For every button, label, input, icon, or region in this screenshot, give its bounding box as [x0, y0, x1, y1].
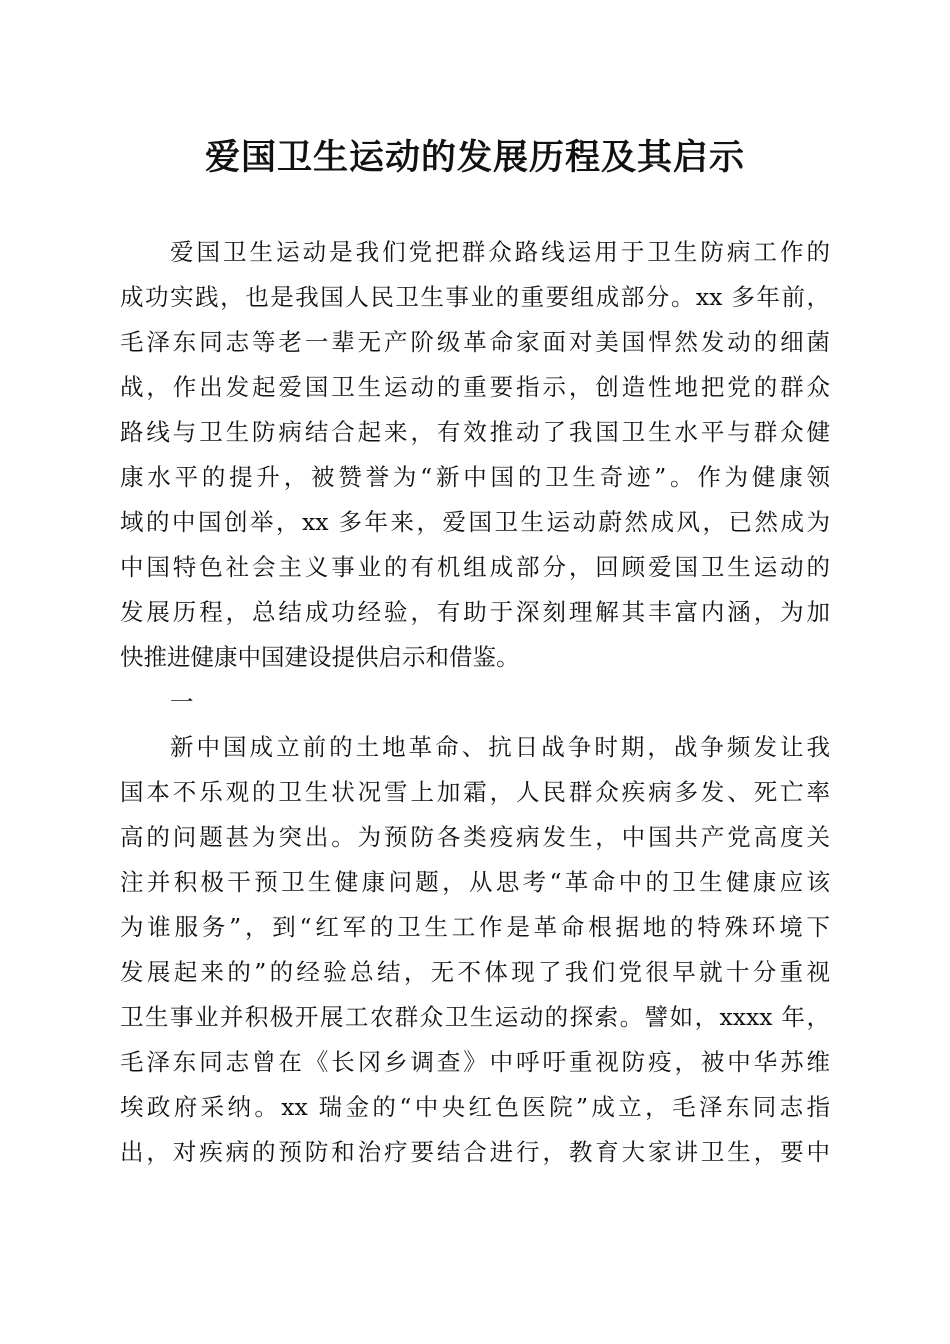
text-line: 注并积极干预卫生健康问题，从思考“革命中的卫生健康应该: [120, 868, 830, 896]
text-line: 成功实践，也是我国人民卫生事业的重要组成部分。xx 多年前，: [120, 283, 830, 311]
text-line: 快推进健康中国建设提供启示和借鉴。: [120, 643, 520, 671]
paragraph-intro: [120, 230, 830, 680]
text-line: 战，作出发起爱国卫生运动的重要指示，创造性地把党的群众: [120, 373, 830, 401]
document-body: [120, 230, 830, 1175]
text-line: 毛泽东同志曾在《长冈乡调查》中呼吁重视防疫，被中华苏维: [120, 1048, 830, 1076]
text-line: 出，对疾病的预防和治疗要结合进行，教育大家讲卫生，要中: [120, 1138, 830, 1166]
text-line: 发展历程，总结成功经验，有助于深刻理解其丰富内涵，为加: [120, 598, 830, 626]
text-line: 爱国卫生运动是我们党把群众路线运用于卫生防病工作的: [170, 238, 830, 266]
text-line: 卫生事业并积极开展工农群众卫生运动的探索。譬如，xxxx 年，: [120, 1003, 830, 1031]
section-heading: 一: [170, 688, 194, 716]
paragraph-section-one: [120, 725, 830, 1175]
text-line: 毛泽东同志等老一辈无产阶级革命家面对美国悍然发动的细菌: [120, 328, 830, 356]
text-line: 路线与卫生防病结合起来，有效推动了我国卫生水平与群众健: [120, 418, 830, 446]
text-line: 中国特色社会主义事业的有机组成部分，回顾爱国卫生运动的: [120, 553, 830, 581]
text-line: 高的问题甚为突出。为预防各类疫病发生，中国共产党高度关: [120, 823, 830, 851]
text-line: 发展起来的”的经验总结，无不体现了我们党很早就十分重视: [120, 958, 830, 986]
text-line: 为谁服务”，到“红军的卫生工作是革命根据地的特殊环境下: [120, 913, 830, 941]
text-line: 康水平的提升，被赞誉为“新中国的卫生奇迹”。作为健康领: [120, 463, 830, 491]
text-line: 国本不乐观的卫生状况雪上加霜，人民群众疾病多发、死亡率: [120, 778, 830, 806]
text-line: 域的中国创举，xx 多年来，爱国卫生运动蔚然成风，已然成为: [120, 508, 830, 536]
text-line: 埃政府采纳。xx 瑞金的“中央红色医院”成立，毛泽东同志指: [120, 1093, 830, 1121]
text-line: 新中国成立前的土地革命、抗日战争时期，战争频发让我: [170, 733, 830, 761]
document-title: 爱国卫生运动的发展历程及其启示: [204, 137, 745, 178]
